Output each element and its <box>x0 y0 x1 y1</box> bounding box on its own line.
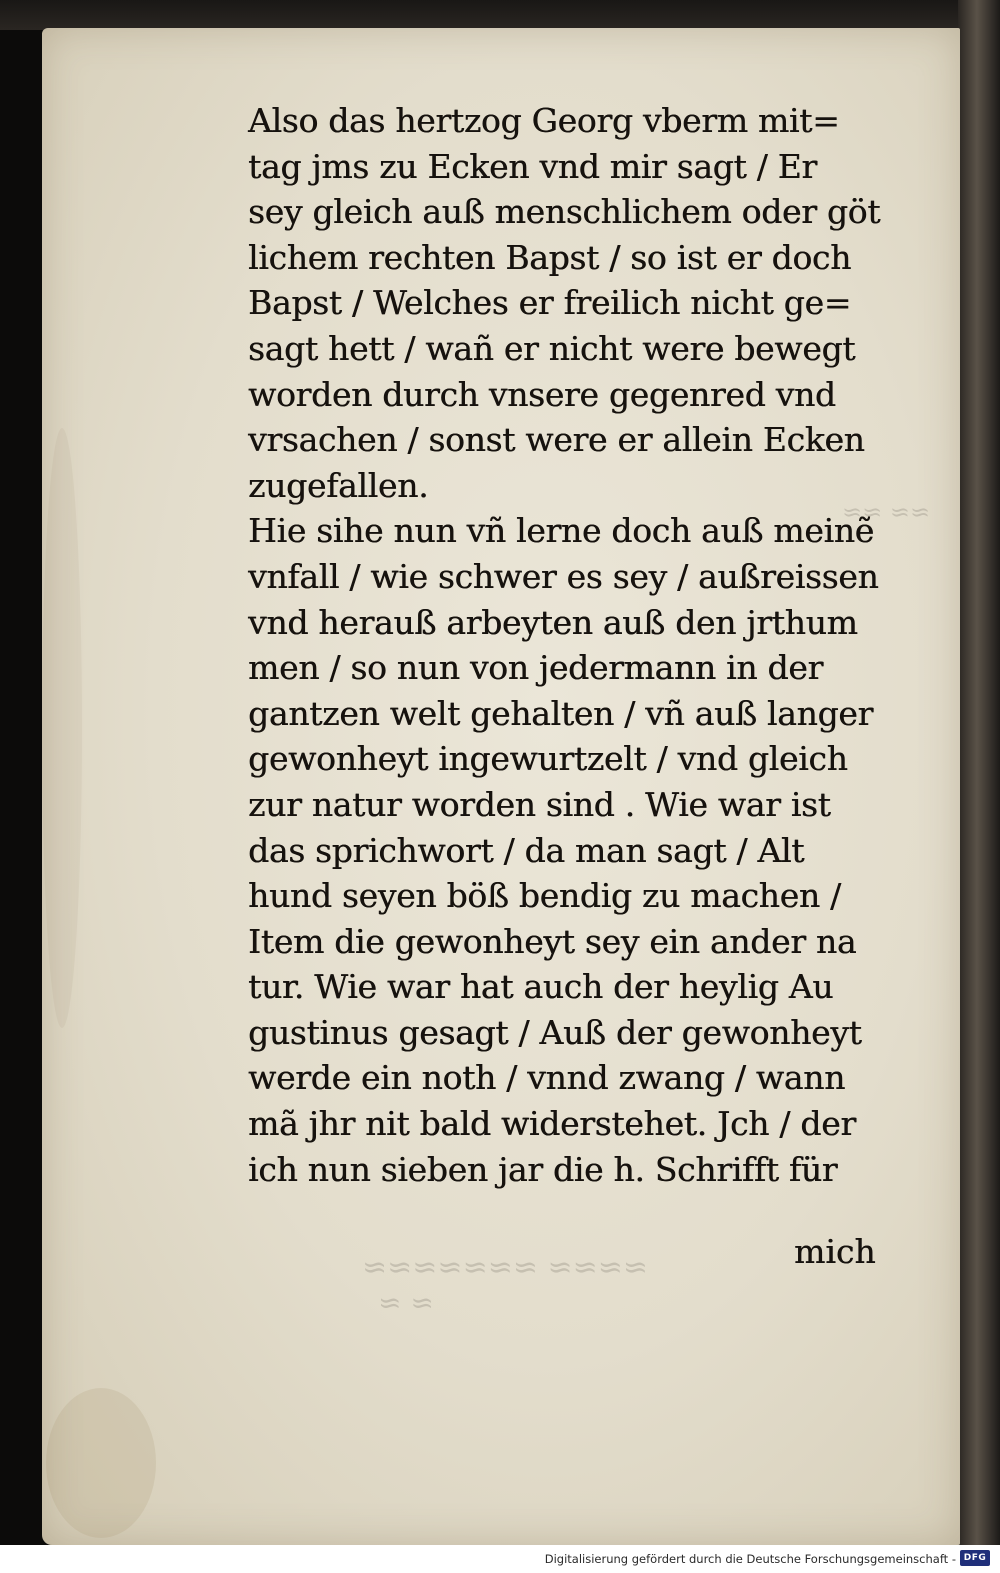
bleed-through-text: ≈ ≈ <box>378 1286 434 1319</box>
text-line: das sprichwort / da man sagt / Alt <box>248 830 805 870</box>
paper-stain <box>46 1388 156 1538</box>
text-line: sey gleich auß menschlichem oder göt <box>248 192 881 232</box>
text-line: zugefallen. <box>248 465 429 505</box>
catchword: mich <box>794 1232 876 1271</box>
dfg-logo-icon: DFG <box>960 1550 990 1566</box>
text-line: vnd herauß arbeyten auß den jrthum <box>248 602 858 642</box>
text-line: Hie sihe nun vñ lerne doch auß meinẽ <box>248 511 874 551</box>
text-line: vnfall / wie schwer es sey / außreissen <box>248 556 879 596</box>
text-line: Also das hertzog Georg vberm mit= <box>248 101 840 140</box>
text-line: gustinus gesagt / Auß der gewonheyt <box>248 1012 862 1052</box>
text-line: Item die gewonheyt sey ein ander na <box>248 921 857 961</box>
paper-stain <box>42 428 82 1028</box>
text-line: men / so nun von jedermann in der <box>248 648 823 688</box>
text-line: tur. Wie war hat auch der heylig Au <box>248 967 834 1007</box>
text-line: ich nun sieben jar die h. Schrifft für <box>248 1149 838 1189</box>
text-line: sagt hett / wañ er nicht were bewegt <box>248 328 856 368</box>
text-line: werde ein noth / vnnd zwang / wann <box>248 1058 846 1098</box>
bleed-through-text: ≈≈ ≈≈ <box>842 498 931 526</box>
text-line: hund seyen böß bendig zu machen / <box>248 876 841 916</box>
scan-background-right <box>958 0 1000 1545</box>
text-line: Bapst / Welches er freilich nicht ge= <box>248 283 852 323</box>
text-line: tag jms zu Ecken vnd mir sagt / Er <box>248 146 817 186</box>
text-line: gewonheyt ingewurtzelt / vnd gleich <box>248 739 848 779</box>
footer-credit: Digitalisierung gefördert durch die Deutsche Forschungsgemeinschaft - <box>544 1552 956 1566</box>
text-line: mã jhr nit bald widerstehet. Jch / der <box>248 1104 856 1144</box>
text-line: worden durch vnsere gegenred vnd <box>248 374 836 414</box>
bleed-through-text: ≈≈≈≈ ≈≈≈≈≈≈≈ <box>362 1250 649 1285</box>
page-text <box>248 98 908 1192</box>
text-line: zur natur worden sind . Wie war ist <box>248 784 831 824</box>
text-line: gantzen welt gehalten / vñ auß langer <box>248 693 873 733</box>
scan-background-top <box>0 0 1000 30</box>
text-line: lichem rechten Bapst / so ist er doch <box>248 237 852 277</box>
text-line: vrsachen / sonst were er allein Ecken <box>248 420 865 460</box>
